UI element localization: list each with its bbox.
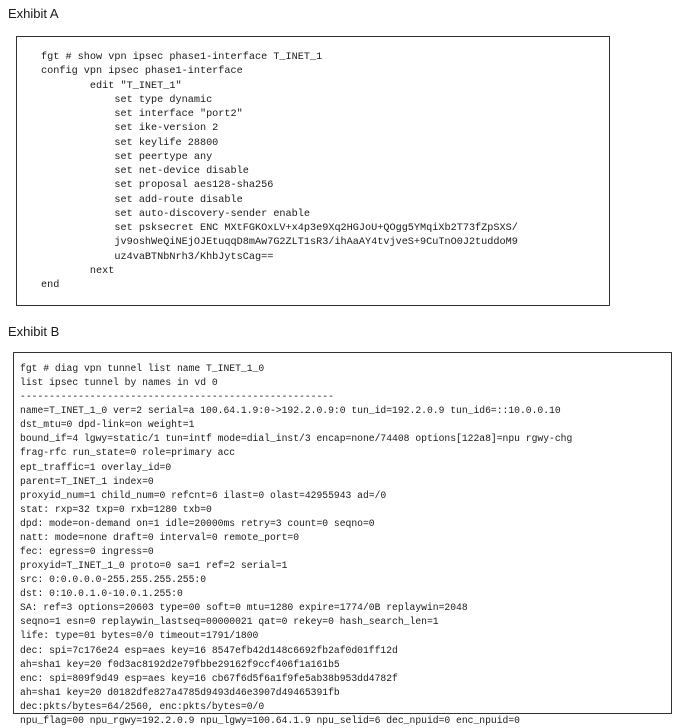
exhibit-b-title: Exhibit B [8,324,60,339]
code-line: npu_flag=00 npu_rgwy=192.2.0.9 npu_lgwy=100.64.1.9 npu_selid=6 dec_npuid=0 enc_npuid=0 [20,714,520,726]
code-line: dst: 0:10.0.1.0-10.0.1.255:0 [20,588,183,600]
code-line: dst_mtu=0 dpd-link=on weight=1 [20,419,195,431]
code-line: ept_traffic=1 overlay_id=0 [20,461,172,473]
code-line: dec:pkts/bytes=64/2560, enc:pkts/bytes=0/0 [20,700,265,712]
code-line: dec: spi=7c176e24 esp=aes key=16 8547efb42d148c6692fb2af0d01ff12d [20,644,398,656]
code-line: set proposal aes128-sha256 [41,180,274,192]
code-line: bound_if=4 lgwy=static/1 tun=intf mode=dial_inst/3 encap=none/74408 options[122a8]=npu rgwy-chg [20,433,573,445]
code-line: fgt # show vpn ipsec phase1-interface T_INET_1 [41,52,323,63]
code-line: life: type=01 bytes=0/0 timeout=1791/1800 [20,630,259,642]
code-line: SA: ref=3 options=20603 type=00 soft=0 mtu=1280 expire=1774/0B replaywin=2048 [20,602,468,614]
code-line: edit "T_INET_1" [41,80,182,92]
code-line: proxyid_num=1 child_num=0 refcnt=6 ilast=0 olast=42955943 ad=/0 [20,489,387,501]
code-line: end [41,280,60,291]
code-line: enc: spi=809f9d49 esp=aes key=16 cb67f6d5f6a1f9fe5ab38b953dd4782f [20,672,398,684]
exhibit-a-code [41,51,518,293]
code-line: parent=T_INET_1 index=0 [20,475,154,487]
code-line: dpd: mode=on-demand on=1 idle=20000ms retry=3 count=0 seqno=0 [20,517,375,529]
code-line: set auto-discovery-sender enable [41,208,310,220]
exhibit-a-title: Exhibit A [8,6,59,21]
code-line: frag-rfc run_state=0 role=primary acc [20,447,236,459]
exhibit-a-box [16,36,610,306]
code-line: seqno=1 esn=0 replaywin_lastseq=00000021 qat=0 rekey=0 hash_search_len=1 [20,616,439,628]
code-line: set keylife 28800 [41,137,219,149]
code-line: proxyid=T_INET_1_0 proto=0 sa=1 ref=2 serial=1 [20,560,288,572]
code-line: ------------------------------------------------------ [20,391,334,403]
code-line: name=T_INET_1_0 ver=2 serial=a 100.64.1.9:0->192.2.0.9:0 tun_id=192.2.0.9 tun_id6=::10.0.0.10 [20,405,561,417]
code-line: src: 0:0.0.0.0-255.255.255.255:0 [20,574,207,586]
code-line: natt: mode=none draft=0 interval=0 remote_port=0 [20,531,300,543]
code-line: set psksecret ENC MXtFGKOxLV+x4p3e9Xq2HGJoU+QOgg5YMqiXb2T73fZpSXS/ [41,223,518,234]
code-line: set type dynamic [41,94,213,106]
code-line: config vpn ipsec phase1-interface [41,66,243,78]
code-line: set peertype any [41,151,213,163]
code-line: set add-route disable [41,194,243,206]
code-line: uz4vaBTNbNrh3/KhbJytsCag== [41,251,274,263]
code-line: ah=sha1 key=20 f0d3ac8192d2e79fbbe29162f9ccf406f1a161b5 [20,658,340,670]
code-line: ah=sha1 key=20 d0182dfe827a4785d9493d46e3907d49465391fb [20,686,340,698]
code-line: fec: egress=0 ingress=0 [20,546,154,558]
code-line: jv9oshWeQiNEjOJEtuqqD8mAw7G2ZLT1sR3/ihAaAY4tvjveS+9CuTnO0J2tuddoM9 [41,237,518,249]
exhibit-b-code [20,362,572,728]
code-line: next [41,265,115,277]
code-line: set net-device disable [41,166,249,177]
code-line: set interface "port2" [41,109,243,120]
code-line: set ike-version 2 [41,123,219,135]
code-line: stat: rxp=32 txp=0 rxb=1280 txb=0 [20,503,212,515]
exhibit-b-box [13,352,672,726]
code-line: fgt # diag vpn tunnel list name T_INET_1_0 [20,363,265,374]
code-line: list ipsec tunnel by names in vd 0 [20,377,218,389]
